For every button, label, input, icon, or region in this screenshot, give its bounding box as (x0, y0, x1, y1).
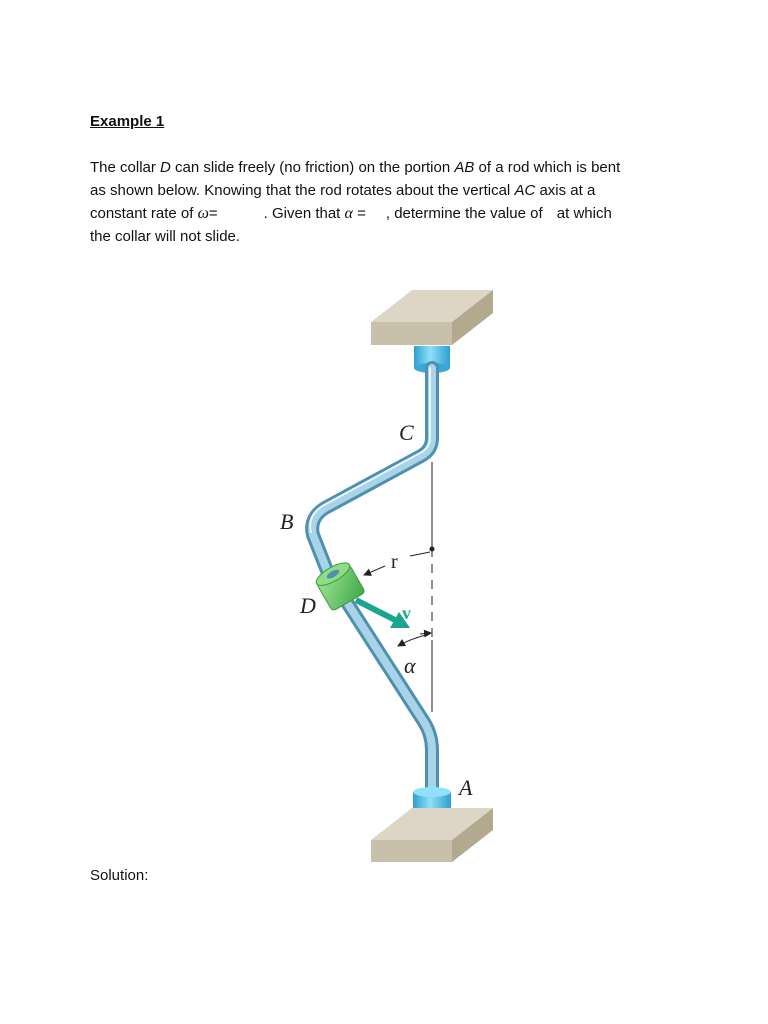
label-c: C (399, 420, 414, 445)
text-segment: . Given that (263, 205, 345, 222)
example-heading: Example 1 (90, 113, 165, 130)
variable-ab: AB (454, 159, 475, 176)
label-alpha: α (404, 653, 416, 678)
axis-point (430, 547, 435, 552)
equals-sign: = (352, 205, 366, 222)
label-a: A (459, 775, 473, 800)
symbol-omega: ω (197, 205, 209, 222)
variable-d: D (160, 159, 171, 176)
text-segment: constant rate of (90, 205, 198, 222)
bottom-support-block (371, 808, 493, 862)
variable-ac: AC (514, 182, 536, 199)
top-support-block (371, 290, 493, 345)
text-segment: at which (552, 205, 612, 222)
text-segment: axis at a (535, 182, 596, 199)
label-b: B (280, 509, 294, 534)
equals-sign: = (208, 205, 218, 222)
alpha-arc (398, 634, 430, 646)
text-segment: , determine the value of (385, 205, 543, 222)
text-segment: can slide freely (no friction) on the portion (170, 159, 455, 176)
symbol-alpha: α (344, 205, 353, 222)
text-segment: as shown below. Knowing that the rod rotates about the vertical (90, 182, 515, 199)
label-r: r (391, 551, 398, 573)
label-d: D (300, 593, 316, 618)
text-segment: The collar (90, 159, 161, 176)
label-v: v (402, 603, 411, 623)
solution-label: Solution: (90, 867, 149, 884)
problem-line-4: the collar will not slide. (90, 228, 241, 245)
text-segment: of a rod which is bent (474, 159, 621, 176)
